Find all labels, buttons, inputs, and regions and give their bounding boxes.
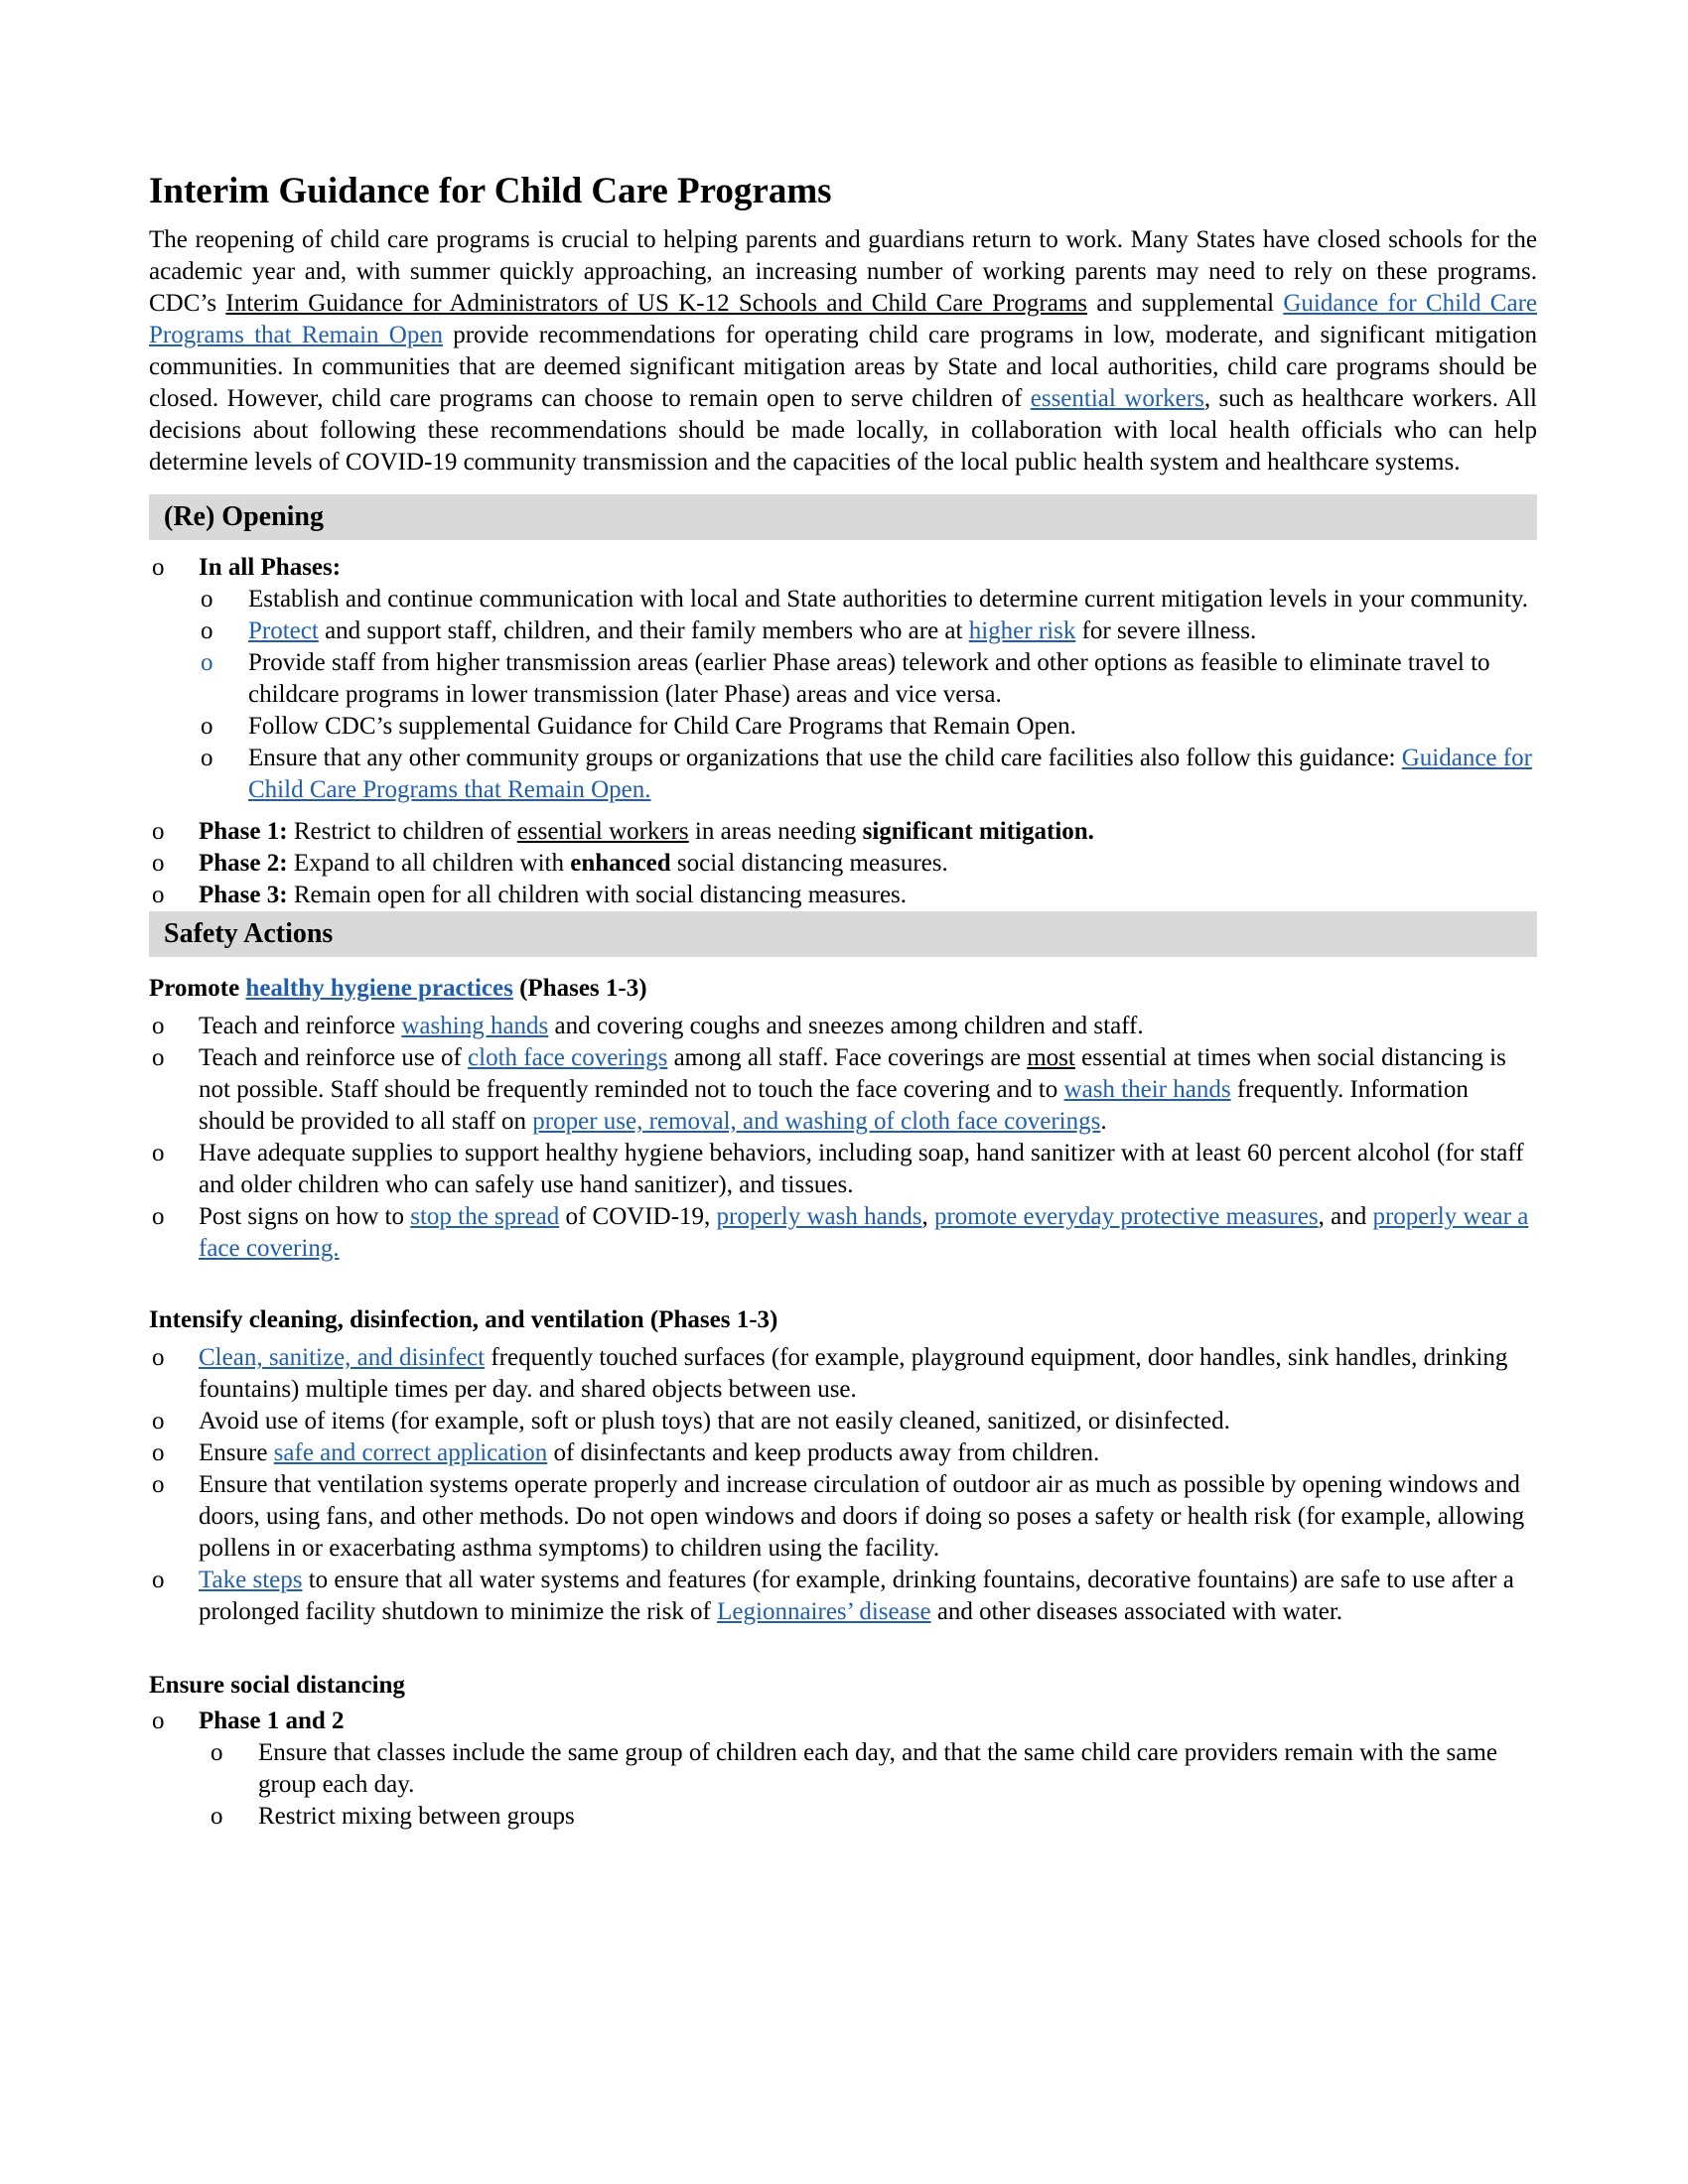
intro-paragraph bbox=[149, 224, 1537, 478]
item-text: Teach and reinforce bbox=[199, 1013, 402, 1039]
list-item: o Establish and continue communication with local and State authorities to determine current mitigation levels in your community. bbox=[149, 584, 1537, 615]
item-text: Teach and reinforce use of bbox=[199, 1044, 469, 1071]
remain-open-guidance-link[interactable]: Guidance for Child Care Programs that Remain Open bbox=[149, 290, 1537, 348]
item-text: Ensure that any other community groups or organizations that use the child care facilities also follow this guidance: bbox=[248, 745, 1402, 771]
list-item bbox=[149, 1042, 1537, 1138]
wash-hands-link[interactable]: wash their hands bbox=[1063, 1076, 1231, 1103]
healthy-hygiene-link[interactable]: healthy hygiene practices bbox=[245, 975, 513, 1002]
item-text: Ensure bbox=[199, 1439, 274, 1466]
all-phases-label: In all Phases: bbox=[199, 554, 342, 581]
item-text: of COVID-19, bbox=[559, 1203, 717, 1230]
clean-sanitize-link[interactable]: Clean, sanitize, and disinfect bbox=[199, 1344, 486, 1371]
item-text: and support staff, children, and their family members who are at bbox=[318, 617, 969, 644]
item-text: to ensure that all water systems and features (for example, drinking fountains, decorative fountains) are safe to use after a prolonged facility shutdown to minimize the risk of bbox=[199, 1567, 1514, 1625]
social-distancing-list bbox=[149, 1706, 1537, 1833]
protective-measures-link[interactable]: promote everyday protective measures bbox=[933, 1203, 1319, 1230]
list-item bbox=[149, 1437, 1537, 1469]
item-text: of disinfectants and keep products away from children. bbox=[547, 1439, 1100, 1466]
hygiene-subheading bbox=[149, 973, 1537, 1005]
item-text: social distancing measures. bbox=[670, 850, 948, 877]
list-item bbox=[149, 848, 1537, 880]
properly-wash-hands-link[interactable]: properly wash hands bbox=[716, 1203, 922, 1230]
item-text: , bbox=[921, 1203, 934, 1230]
list-item bbox=[149, 1342, 1537, 1406]
essential-workers-link[interactable]: essential workers bbox=[1030, 385, 1204, 412]
cloth-face-coverings-link[interactable]: cloth face coverings bbox=[468, 1044, 668, 1071]
item-text: frequently. Information should be provided to all staff on bbox=[199, 1076, 1469, 1135]
list-item: o Ensure that ventilation systems operate properly and increase circulation of outdoor air as much as possible by opening windows and doors, using fans, and other methods. Do not open windows and doors if doing so poses a safety or health risk (for example, allowing pollens in or exacerbating asthma symptoms) to children using the facility. bbox=[149, 1469, 1537, 1565]
list-item: o Follow CDC’s supplemental Guidance for Child Care Programs that Remain Open. bbox=[149, 711, 1537, 743]
item-text: in areas needing bbox=[688, 818, 863, 845]
document-page bbox=[149, 169, 1537, 1833]
section-heading-safety: Safety Actions bbox=[149, 911, 1537, 957]
list-item bbox=[149, 743, 1537, 806]
stop-the-spread-link[interactable]: stop the spread bbox=[410, 1203, 560, 1230]
item-text: Expand to all children with bbox=[287, 850, 571, 877]
list-item: o Provide staff from higher transmission areas (earlier Phase areas) telework and other options as feasible to eliminate travel to childcare programs in lower transmission (later Phase) areas and vice versa. bbox=[149, 647, 1537, 711]
list-item bbox=[149, 552, 1537, 806]
subheading-text: Promote bbox=[149, 975, 246, 1002]
hygiene-list bbox=[149, 1011, 1537, 1265]
subheading-text: (Phases 1-3) bbox=[512, 975, 647, 1002]
essential-workers-link[interactable]: essential workers bbox=[516, 818, 689, 845]
wear-face-covering-link[interactable]: properly wear a face covering. bbox=[199, 1203, 1529, 1262]
item-text: and other diseases associated with water. bbox=[930, 1598, 1343, 1625]
emphasis-text: significant mitigation. bbox=[862, 818, 1094, 845]
list-item bbox=[149, 816, 1537, 848]
page-title: Interim Guidance for Child Care Programs bbox=[149, 171, 832, 211]
item-text: Post signs on how to bbox=[199, 1203, 411, 1230]
item-text: and covering coughs and sneezes among children and staff. bbox=[548, 1013, 1144, 1039]
list-item: o Restrict mixing between groups bbox=[149, 1801, 1537, 1833]
phases-list bbox=[149, 816, 1537, 911]
higher-risk-link[interactable]: higher risk bbox=[968, 617, 1076, 644]
intro-text: , such as healthcare workers. All decisions about following these recommendations should be made locally, in collaboration with local health officials who can help determine levels of COVID-19 community transmission and the capacities of the local public health system and healthcare systems. bbox=[149, 385, 1537, 476]
list-item bbox=[149, 1706, 1537, 1833]
emphasis-text: enhanced bbox=[570, 850, 671, 877]
item-text: essential at times when social distancing is not possible. Staff should be frequently reminded not to touch the face covering and to bbox=[199, 1044, 1506, 1103]
phase-label: Phase 1: bbox=[199, 818, 288, 845]
protect-link[interactable]: Protect bbox=[248, 617, 319, 644]
emphasis-text: most bbox=[1027, 1044, 1075, 1071]
legionnaires-link[interactable]: Legionnaires’ disease bbox=[717, 1598, 931, 1625]
intro-text: The reopening of child care programs is crucial to helping parents and guardians return to work. Many States have closed schools for the academic year and, with summer quickly approaching, an increasing number of working parents may need to rely on these programs. CDC’s bbox=[149, 226, 1537, 317]
section-heading-reopening: (Re) Opening bbox=[149, 494, 1537, 540]
list-item bbox=[149, 1565, 1537, 1628]
remain-open-guidance-link[interactable]: Guidance for Child Care Programs that Remain Open. bbox=[248, 745, 1532, 803]
list-item: o Ensure that classes include the same group of children each day, and that the same child care providers remain with the same group each day. bbox=[149, 1737, 1537, 1801]
admin-guidance-link[interactable]: Interim Guidance for Administrators of US K-12 Schools and Child Care Programs bbox=[225, 290, 1088, 317]
cleaning-subheading: Intensify cleaning, disinfection, and ventilation (Phases 1-3) bbox=[149, 1306, 778, 1333]
phase12-sublist bbox=[149, 1737, 1537, 1833]
list-item bbox=[149, 615, 1537, 647]
phase-label: Phase 3: bbox=[199, 882, 288, 908]
list-item bbox=[149, 1201, 1537, 1265]
reopening-list bbox=[149, 552, 1537, 806]
phase-label: Phase 2: bbox=[199, 850, 288, 877]
item-text: for severe illness. bbox=[1075, 617, 1257, 644]
list-item: o Have adequate supplies to support healthy hygiene behaviors, including soap, hand sanitizer with at least 60 percent alcohol (for staff and older children who can safely use hand sanitizer), and tissues. bbox=[149, 1138, 1537, 1201]
item-text: . bbox=[1100, 1108, 1107, 1135]
list-item: o Avoid use of items (for example, soft or plush toys) that are not easily cleaned, sanitized, or disinfected. bbox=[149, 1406, 1537, 1437]
intro-text: and supplemental bbox=[1087, 290, 1284, 317]
take-steps-link[interactable]: Take steps bbox=[199, 1567, 303, 1593]
washing-hands-link[interactable]: washing hands bbox=[401, 1013, 549, 1039]
list-item bbox=[149, 880, 1537, 911]
item-text: , and bbox=[1318, 1203, 1373, 1230]
all-phases-sublist bbox=[149, 584, 1537, 806]
list-item bbox=[149, 1011, 1537, 1042]
safe-application-link[interactable]: safe and correct application bbox=[273, 1439, 548, 1466]
intro-text: provide recommendations for operating child care programs in low, moderate, and significant mitigation communities. In communities that are deemed significant mitigation areas by State and local authorities, child care programs should be closed. However, child care programs can choose to remain open to serve children of bbox=[149, 322, 1537, 412]
phase-label: Phase 1 and 2 bbox=[199, 1707, 345, 1734]
item-text: Remain open for all children with social distancing measures. bbox=[287, 882, 908, 908]
item-text: frequently touched surfaces (for example, playground equipment, door handles, sink handles, drinking fountains) multiple times per day. and shared objects between use. bbox=[199, 1344, 1508, 1403]
item-text: among all staff. Face coverings are bbox=[667, 1044, 1028, 1071]
cleaning-list bbox=[149, 1342, 1537, 1628]
face-covering-use-link[interactable]: proper use, removal, and washing of cloth face coverings bbox=[532, 1108, 1101, 1135]
social-distancing-subheading: Ensure social distancing bbox=[149, 1672, 405, 1699]
item-text: Restrict to children of bbox=[287, 818, 517, 845]
